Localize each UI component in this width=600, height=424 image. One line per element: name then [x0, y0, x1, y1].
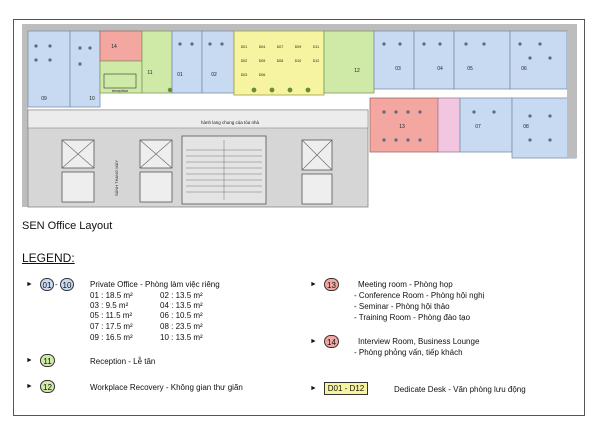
area-05: 05 : 11.5 m² [90, 311, 133, 320]
meeting-room-title: Meeting room - Phòng họp [358, 280, 453, 289]
room-number-12: 12 [354, 68, 360, 74]
desk-code-d01: D01 [240, 45, 248, 49]
desk-code-d07: D07 [276, 45, 284, 49]
room-number-08: 08 [523, 124, 529, 130]
area-10: 10 : 13.5 m² [160, 333, 203, 342]
room-office-04 [414, 31, 454, 89]
bullet-arrow-icon: ► [26, 281, 33, 288]
room-number-04: 04 [437, 66, 443, 72]
room-office-10 [70, 31, 100, 107]
dedicate-desk-title: Dedicate Desk - Văn phòng lưu động [394, 385, 526, 394]
meeting-item-conference: - Conference Room - Phòng hội nghị [354, 291, 485, 300]
room-office-01 [172, 31, 202, 93]
bullet-arrow-icon: ► [310, 338, 317, 345]
bullet-arrow-icon: ► [26, 383, 33, 390]
reception-title: Reception - Lễ tân [90, 357, 156, 366]
room-number-14: 14 [111, 44, 117, 50]
badge-meeting-room: 13 [324, 278, 339, 291]
room-number-07: 07 [475, 124, 481, 130]
area-09: 09 : 16.5 m² [90, 333, 133, 342]
room-dedicate-desk [234, 31, 324, 95]
desk-code-d09: D09 [294, 45, 302, 49]
room-workplace-recovery-12 [324, 31, 374, 93]
bullet-arrow-icon: ► [26, 357, 33, 364]
elevator-4 [140, 172, 172, 202]
room-number-02: 02 [211, 72, 217, 78]
room-number-11: 11 [147, 70, 153, 76]
corridor-label: hành lang chung của tòa nhà [200, 120, 260, 125]
room-number-03: 03 [395, 66, 401, 72]
room-number-06: 06 [521, 66, 527, 72]
bullet-arrow-icon: ► [310, 385, 317, 392]
badge-reception: 11 [40, 354, 55, 367]
desk-code-d12: D12 [312, 59, 320, 63]
desk-code-d11: D11 [312, 45, 320, 49]
elevator-6 [302, 174, 332, 204]
desk-code-d04: D04 [258, 45, 266, 49]
room-office-07 [460, 98, 512, 152]
reception-label: reception [111, 88, 129, 93]
area-08: 08 : 23.5 m² [160, 322, 203, 331]
room-office-03 [374, 31, 414, 89]
interview-room-title: Interview Room, Business Lounge [358, 337, 480, 346]
room-office-06 [510, 31, 567, 89]
area-01: 01 : 18.5 m² [90, 291, 133, 300]
desk-code-d02: D02 [240, 59, 248, 63]
room-interview-14 [100, 31, 142, 61]
room-office-05 [454, 31, 510, 89]
bullet-arrow-icon: ► [310, 281, 317, 288]
room-number-10: 10 [89, 96, 95, 102]
desk-code-d03: D03 [240, 73, 248, 77]
area-06: 06 : 10.5 m² [160, 311, 203, 320]
room-number-09: 09 [41, 96, 47, 102]
area-07: 07 : 17.5 m² [90, 322, 133, 331]
room-office-02 [202, 31, 234, 93]
area-04: 04 : 13.5 m² [160, 301, 203, 310]
legend-heading: LEGEND: [22, 251, 75, 265]
room-number-13: 13 [399, 124, 405, 130]
interview-room-item: - Phòng phỏng vấn, tiếp khách [354, 348, 463, 357]
room-reception-area [142, 31, 172, 93]
room-number-05: 05 [467, 66, 473, 72]
left-wall [22, 31, 28, 207]
outer-wall [22, 24, 577, 31]
badge-interview-room: 14 [324, 335, 339, 348]
area-02: 02 : 13.5 m² [160, 291, 203, 300]
badge-private-office-to: 10 [60, 278, 74, 291]
desk-code-d10: D10 [294, 59, 302, 63]
document-title: SEN Office Layout [22, 220, 113, 232]
meeting-item-training: - Training Room - Phòng đào tạo [354, 313, 471, 322]
right-wall [567, 31, 577, 158]
badge-separator: - [55, 280, 58, 289]
private-office-title: Private Office - Phòng làm việc riêng [90, 280, 220, 289]
common-corridor [28, 110, 368, 128]
room-office-08 [512, 98, 576, 158]
desk-code-d08: D08 [276, 59, 284, 63]
room-pantry [438, 98, 460, 152]
elevator-2 [62, 172, 94, 202]
workplace-recovery-title: Workplace Recovery - Không gian thư giãn [90, 383, 243, 392]
room-office-09 [28, 31, 70, 107]
badge-private-office-from: 01 [40, 278, 54, 291]
room-number-01: 01 [177, 72, 183, 78]
area-03: 03 : 9.5 m² [90, 301, 129, 310]
badge-dedicate-desk: D01 - D12 [324, 382, 368, 395]
desk-code-d05: D05 [258, 59, 266, 63]
elevator-label: SẢNH THANG MÁY [114, 160, 119, 196]
desk-code-d06: D06 [258, 73, 266, 77]
meeting-item-seminar: - Seminar - Phòng hội thảo [354, 302, 450, 311]
badge-workplace-recovery: 12 [40, 380, 55, 393]
